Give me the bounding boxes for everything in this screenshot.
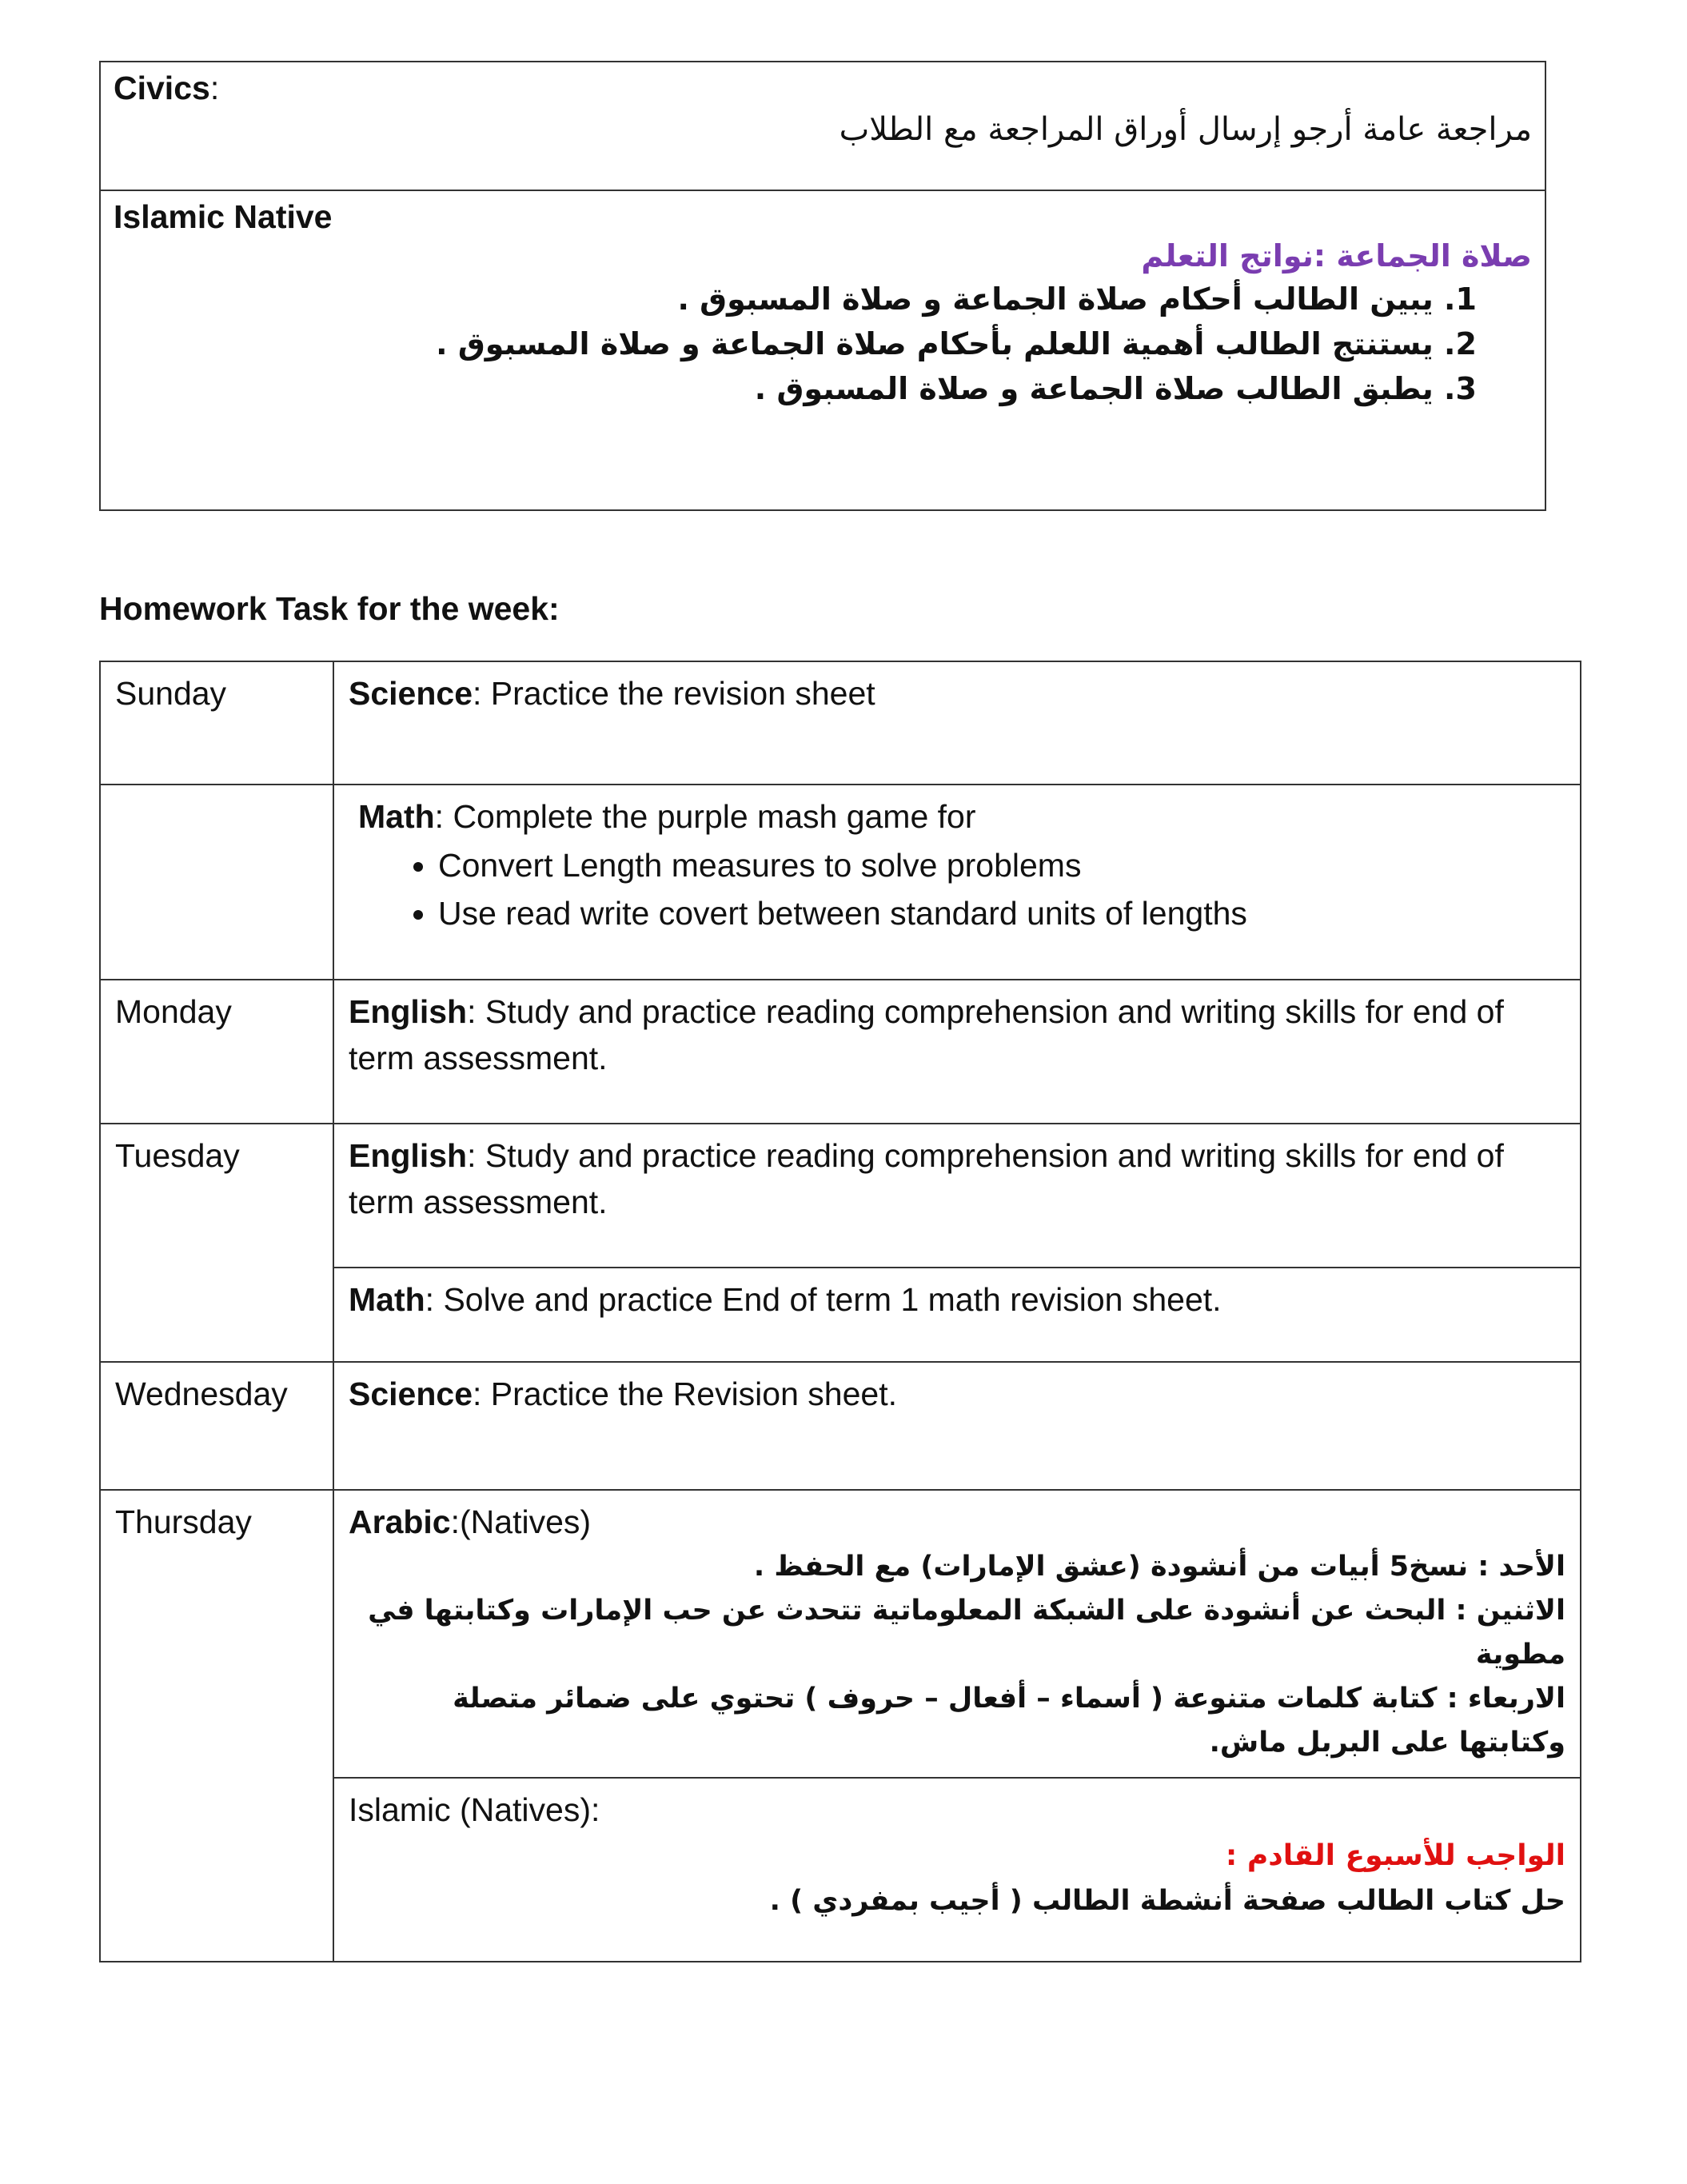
day-empty [100,785,333,980]
learning-outcome-item: 2. يستنتج الطالب أهمية اللعلم بأحكام صلاة الجماعة و صلاة المسبوق . [436,326,1477,362]
learning-outcome-item: 3. يطبق الطالب صلاة الجماعة و صلاة المسبوق . [754,371,1477,407]
learning-outcomes-list [114,277,1532,411]
learning-outcome-item: 1. يبين الطالب أحكام صلاة الجماعة و صلاة المسبوق . [677,281,1477,317]
task-tuesday-english: English: Study and practice reading comprehension and writing skills for end of term assessment. [333,1124,1581,1268]
math-bullet-list [358,841,1565,937]
civics-text: مراجعة عامة أرجو إرسال أوراق المراجعة مع الطلاب [839,111,1532,149]
arabic-task-line: الاثنين : البحث عن أنشودة على الشبكة المعلوماتية تتحدث عن حب الإمارات وكتابتها في مطوية [368,1595,1565,1671]
islamic-native-row [100,190,1545,510]
day-tuesday: Tuesday [100,1124,333,1362]
table-row [100,785,1581,980]
task-tuesday-math: Math: Solve and practice End of term 1 math revision sheet. [333,1268,1581,1362]
day-monday: Monday [100,980,333,1124]
homework-table [99,661,1581,1962]
civics-cell [100,62,1545,190]
arabic-task-line: الأحد : نسخ5 أبيات من أنشودة (عشق الإمارات) مع الحفظ . [753,1551,1565,1583]
day-wednesday: Wednesday [100,1362,333,1490]
islamic-native-cell [100,190,1545,510]
day-sunday: Sunday [100,661,333,785]
islamic-natives-label: Islamic (Natives): [349,1791,600,1828]
subjects-info-table [99,61,1546,511]
task-wednesday-science: Science: Practice the Revision sheet. [333,1362,1581,1490]
civics-row [100,62,1545,190]
next-week-homework-title: الواجب للأسبوع القادم : [1225,1839,1565,1872]
task-sunday-science: Science: Practice the revision sheet [333,661,1581,785]
table-row [100,661,1581,785]
civics-label: Civics: [114,70,220,106]
list-item: • Convert Length measures to solve problems [438,841,1565,889]
task-sunday-math: Math: Complete the purple mash game for • Convert Length measures to solve problems • Use read write covert between standard units of lengths [333,785,1581,980]
task-thursday-arabic: Arabic:(Natives) الأحد : نسخ5 أبيات من أنشودة (عشق الإمارات) مع الحفظ . الاثنين : البحث عن أنشودة على الشبكة المعلوماتية تتحدث عن حب الإمارات وكتابتها في مطوية الاربعاء : كتابة كلمات متنوعة ( أسماء – أفعال – حروف ) تحتوي على ضمائر متصلة وكتابتها على البربل ماش. [333,1490,1581,1778]
learning-outcomes-title: صلاة الجماعة :نواتج التعلم [1141,238,1532,274]
day-thursday: Thursday [100,1490,333,1962]
homework-heading: Homework Task for the week: [99,590,560,627]
table-row [100,1362,1581,1490]
table-row [100,1124,1581,1268]
task-thursday-islamic [333,1778,1581,1962]
table-row [100,1490,1581,1778]
islamic-native-label: Islamic Native [114,198,333,235]
list-item: • Use read write covert between standard units of lengths [438,889,1565,937]
next-week-homework-text: حل كتاب الطالب صفحة أنشطة الطالب ( أجيب بمفردي ) . [769,1885,1565,1917]
task-monday-english: English: Study and practice reading comprehension and writing skills for end of term assessment. [333,980,1581,1124]
arabic-task-line: الاربعاء : كتابة كلمات متنوعة ( أسماء – أفعال – حروف ) تحتوي على ضمائر متصلة وكتابتها على البربل ماش. [453,1683,1565,1759]
table-row [100,980,1581,1124]
